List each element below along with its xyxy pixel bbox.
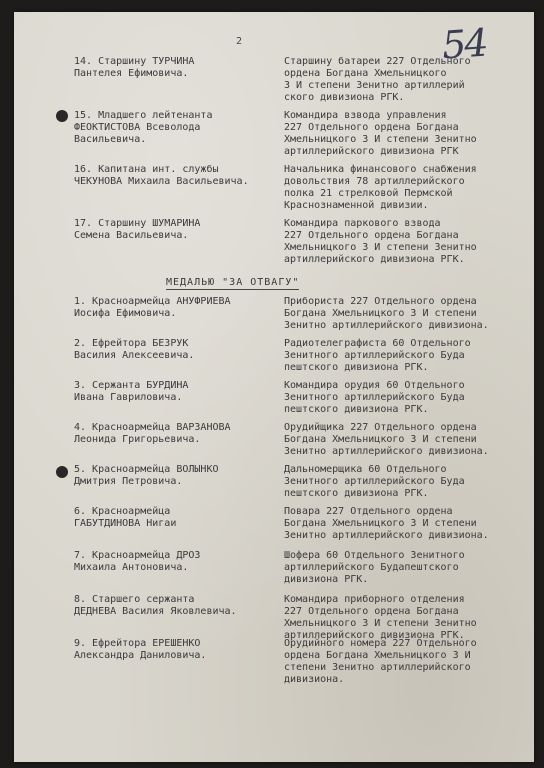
- recipient-name: 14. Старшину ТУРЧИНА Пантелея Ефимовича.: [74, 56, 195, 79]
- recipient-position: Дальномерщика 60 Отдельного Зенитного артиллерийского Буда пештского дивизиона РГК.: [284, 464, 465, 499]
- recipient-position: Прибориста 227 Отдельного ордена Богдана Хмельницкого 3 И степени Зенитно артиллерийского дивизиона.: [284, 296, 489, 331]
- recipient-position: Командира паркового взвода 227 Отдельного ордена Богдана Хмельницкого 3 И степени Зенитно артиллерийского дивизиона РГК.: [284, 218, 477, 265]
- punch-hole: [56, 110, 68, 122]
- recipient-position: Повара 227 Отдельного ордена Богдана Хмельницкого 3 И степени Зенитно артиллерийского дивизиона.: [284, 506, 489, 541]
- recipient-name: 7. Красноармейца ДРОЗ Михаила Антоновича.: [74, 550, 201, 573]
- handwritten-folio-number: 54: [440, 20, 488, 68]
- recipient-name: 15. Младшего лейтенанта ФЕОКТИСТОВА Всеволода Васильевича.: [74, 110, 213, 145]
- recipient-name: 3. Сержанта БУРДИНА Ивана Гавриловича.: [74, 380, 189, 403]
- recipient-position: Начальника финансового снабжения довольствия 78 артиллерийского полка 21 стрелковой Пермской Краснознаменной дивизии.: [284, 164, 477, 211]
- recipient-name: 9. Ефрейтора ЕРЕШЕНКО Александра Даниловича.: [74, 638, 207, 661]
- punch-hole: [56, 466, 68, 478]
- recipient-position: Старшину батареи 227 Отдельного ордена Богдана Хмельницкого 3 И степени Зенитно артиллерий ского дивизиона РГК.: [284, 56, 471, 103]
- recipient-name: 4. Красноармейца ВАРЗАНОВА Леонида Григорьевича.: [74, 422, 231, 445]
- recipient-name: 6. Красноармейца ГАБУТДИНОВА Нигаи: [74, 506, 177, 529]
- recipient-position: Командира орудия 60 Отдельного Зенитного артиллерийского Буда пештского дивизиона РГК.: [284, 380, 465, 415]
- recipient-position: Радиотелеграфиста 60 Отдельного Зенитного артиллерийского Буда пештского дивизиона РГК.: [284, 338, 471, 373]
- recipient-position: Орудийщика 227 Отдельного ордена Богдана Хмельницкого 3 И степени Зенитно артиллерийского дивизиона.: [284, 422, 489, 457]
- page-number: 2: [236, 36, 243, 47]
- recipient-name: 8. Старшего сержанта ДЕДНЕВА Василия Яковлевича.: [74, 594, 237, 617]
- recipient-name: 16. Капитана инт. службы ЧЕКУНОВА Михаила Васильевича.: [74, 164, 249, 187]
- section-heading: МЕДАЛЬЮ "ЗА ОТВАГУ": [166, 277, 300, 288]
- recipient-name: 5. Красноармейца ВОЛЫНКО Дмитрия Петровича.: [74, 464, 219, 487]
- recipient-position: Командира приборного отделения 227 Отдельного ордена Богдана Хмельницкого 3 И степени Зенитно артиллерийского дивизиона РГК.: [284, 594, 477, 641]
- recipient-name: 1. Красноармейца АНУФРИЕВА Иосифа Ефимовича.: [74, 296, 231, 319]
- recipient-position: Орудийного номера 227 Отдельного ордена Богдана Хмельницкого 3 И степени Зенитно артиллерийского дивизиона.: [284, 638, 477, 685]
- recipient-position: Командира взвода управления 227 Отдельного ордена Богдана Хмельницкого 3 И степени Зенитно артиллерийского дивизиона РГК: [284, 110, 477, 157]
- recipient-position: Шофера 60 Отдельного Зенитного артиллерийского Будапештского дивизиона РГК.: [284, 550, 465, 585]
- recipient-name: 17. Старшину ШУМАРИНА Семена Васильевича.: [74, 218, 201, 241]
- recipient-name: 2. Ефрейтора БЕЗРУК Василия Алексеевича.: [74, 338, 195, 361]
- document-page: [14, 12, 534, 762]
